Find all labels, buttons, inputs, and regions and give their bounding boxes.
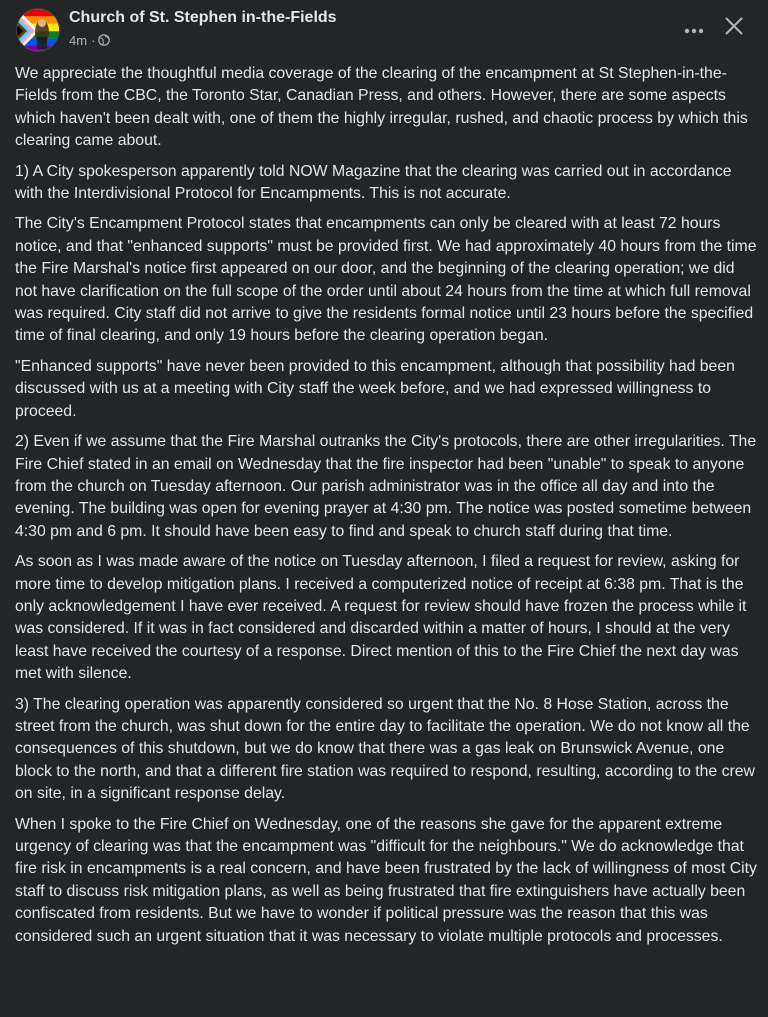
more-horizontal-icon [684, 21, 704, 39]
page-name[interactable]: Church of St. Stephen in-the-Fields [69, 9, 337, 26]
post-header [0, 0, 768, 60]
post-paragraph: The City's Encampment Protocol states that encampments can only be cleared with at least 72 hours notice, and that "enhanced supports" must be provided first. We had approximately 40 hours from the time the Fire Marshal's notice first appeared on our door, and the beginning of the clearing operation; we did not have clarification on the full scope of the order until about 24 hours from the time at which full removal was required. City staff did not arrive to give the residents formal notice until 23 hours before the specified time of final clearing, and only 19 hours before the clearing operation began. [15, 215, 757, 345]
post-timestamp[interactable]: 4m [69, 32, 88, 48]
globe-icon[interactable] [98, 34, 110, 46]
post-body [15, 63, 757, 956]
more-options-button[interactable] [676, 12, 712, 48]
close-icon [725, 17, 743, 40]
post-paragraph: We appreciate the thoughtful media coverage of the clearing of the encampment at St Stephen-in-the-Fields from the CBC, the Toronto Star, Canadian Press, and others. However, there are some aspects which haven't been dealt with, one of them the highly irregular, rushed, and chaotic process by which this clearing came about. [15, 65, 748, 150]
post-paragraph: When I spoke to the Fire Chief on Wednesday, one of the reasons she gave for the apparent extreme urgency of clearing was that the encampment was "difficult for the neighbours." We do acknowledge that fire risk in encampments is a real concern, and have been frustrated by the lack of willingness of most City staff to discuss risk mitigation plans, as well as being frustrated that fire extinguishers have actually been confiscated from residents. But we have to wonder if political pressure was the reason that this was considered such an urgent situation that it was necessary to violate multiple protocols and processes. [15, 815, 757, 945]
pride-flag-avatar-image [17, 9, 60, 52]
meta-separator: · [91, 32, 96, 48]
close-button[interactable] [716, 10, 752, 46]
post-paragraph: As soon as I was made aware of the notice on Tuesday afternoon, I filed a request for review, asking for more time to develop mitigation plans. I received a computerized notice of receipt at 6:38 pm. That is the only acknowledgement I have ever received. A request for review should have frozen the process while it was considered. If it was in fact considered and discarded within a matter of hours, I should at the very least have received the courtesy of a response. Direct mention of this to the Fire Chief the next day was met with silence. [15, 553, 747, 683]
post-paragraph: 1) A City spokesperson apparently told NOW Magazine that the clearing was carried out in accordance with the Interdivisional Protocol for Encampments. This is not accurate. [15, 162, 732, 203]
post-meta [69, 31, 110, 49]
post-paragraph: "Enhanced supports" have never been provided to this encampment, although that possibility had been discussed with us at a meeting with City staff the week before, and we had expressed willingness to proceed. [15, 357, 735, 420]
page-avatar[interactable] [16, 8, 60, 52]
post-paragraph: 3) The clearing operation was apparently considered so urgent that the No. 8 Hose Station, across the street from the church, was shut down for the entire day to facilitate the operation. We do not know all the consequences of this shutdown, but we do know that there was a gas leak on Brunswick Avenue, one block to the north, and that a different fire station was required to respond, resulting, according to the crew on site, in a significant response delay. [15, 695, 755, 803]
post-paragraph: 2) Even if we assume that the Fire Marshal outranks the City's protocols, there are other irregularities. The Fire Chief stated in an email on Wednesday that the fire inspector had been "unable" to speak to anyone from the church on Tuesday afternoon. Our parish administrator was in the office all day and into the evening. The building was open for evening prayer at 4:30 pm. The notice was posted sometime between 4:30 pm and 6 pm. It should have been easy to find and speak to church staff during that time. [15, 433, 757, 540]
